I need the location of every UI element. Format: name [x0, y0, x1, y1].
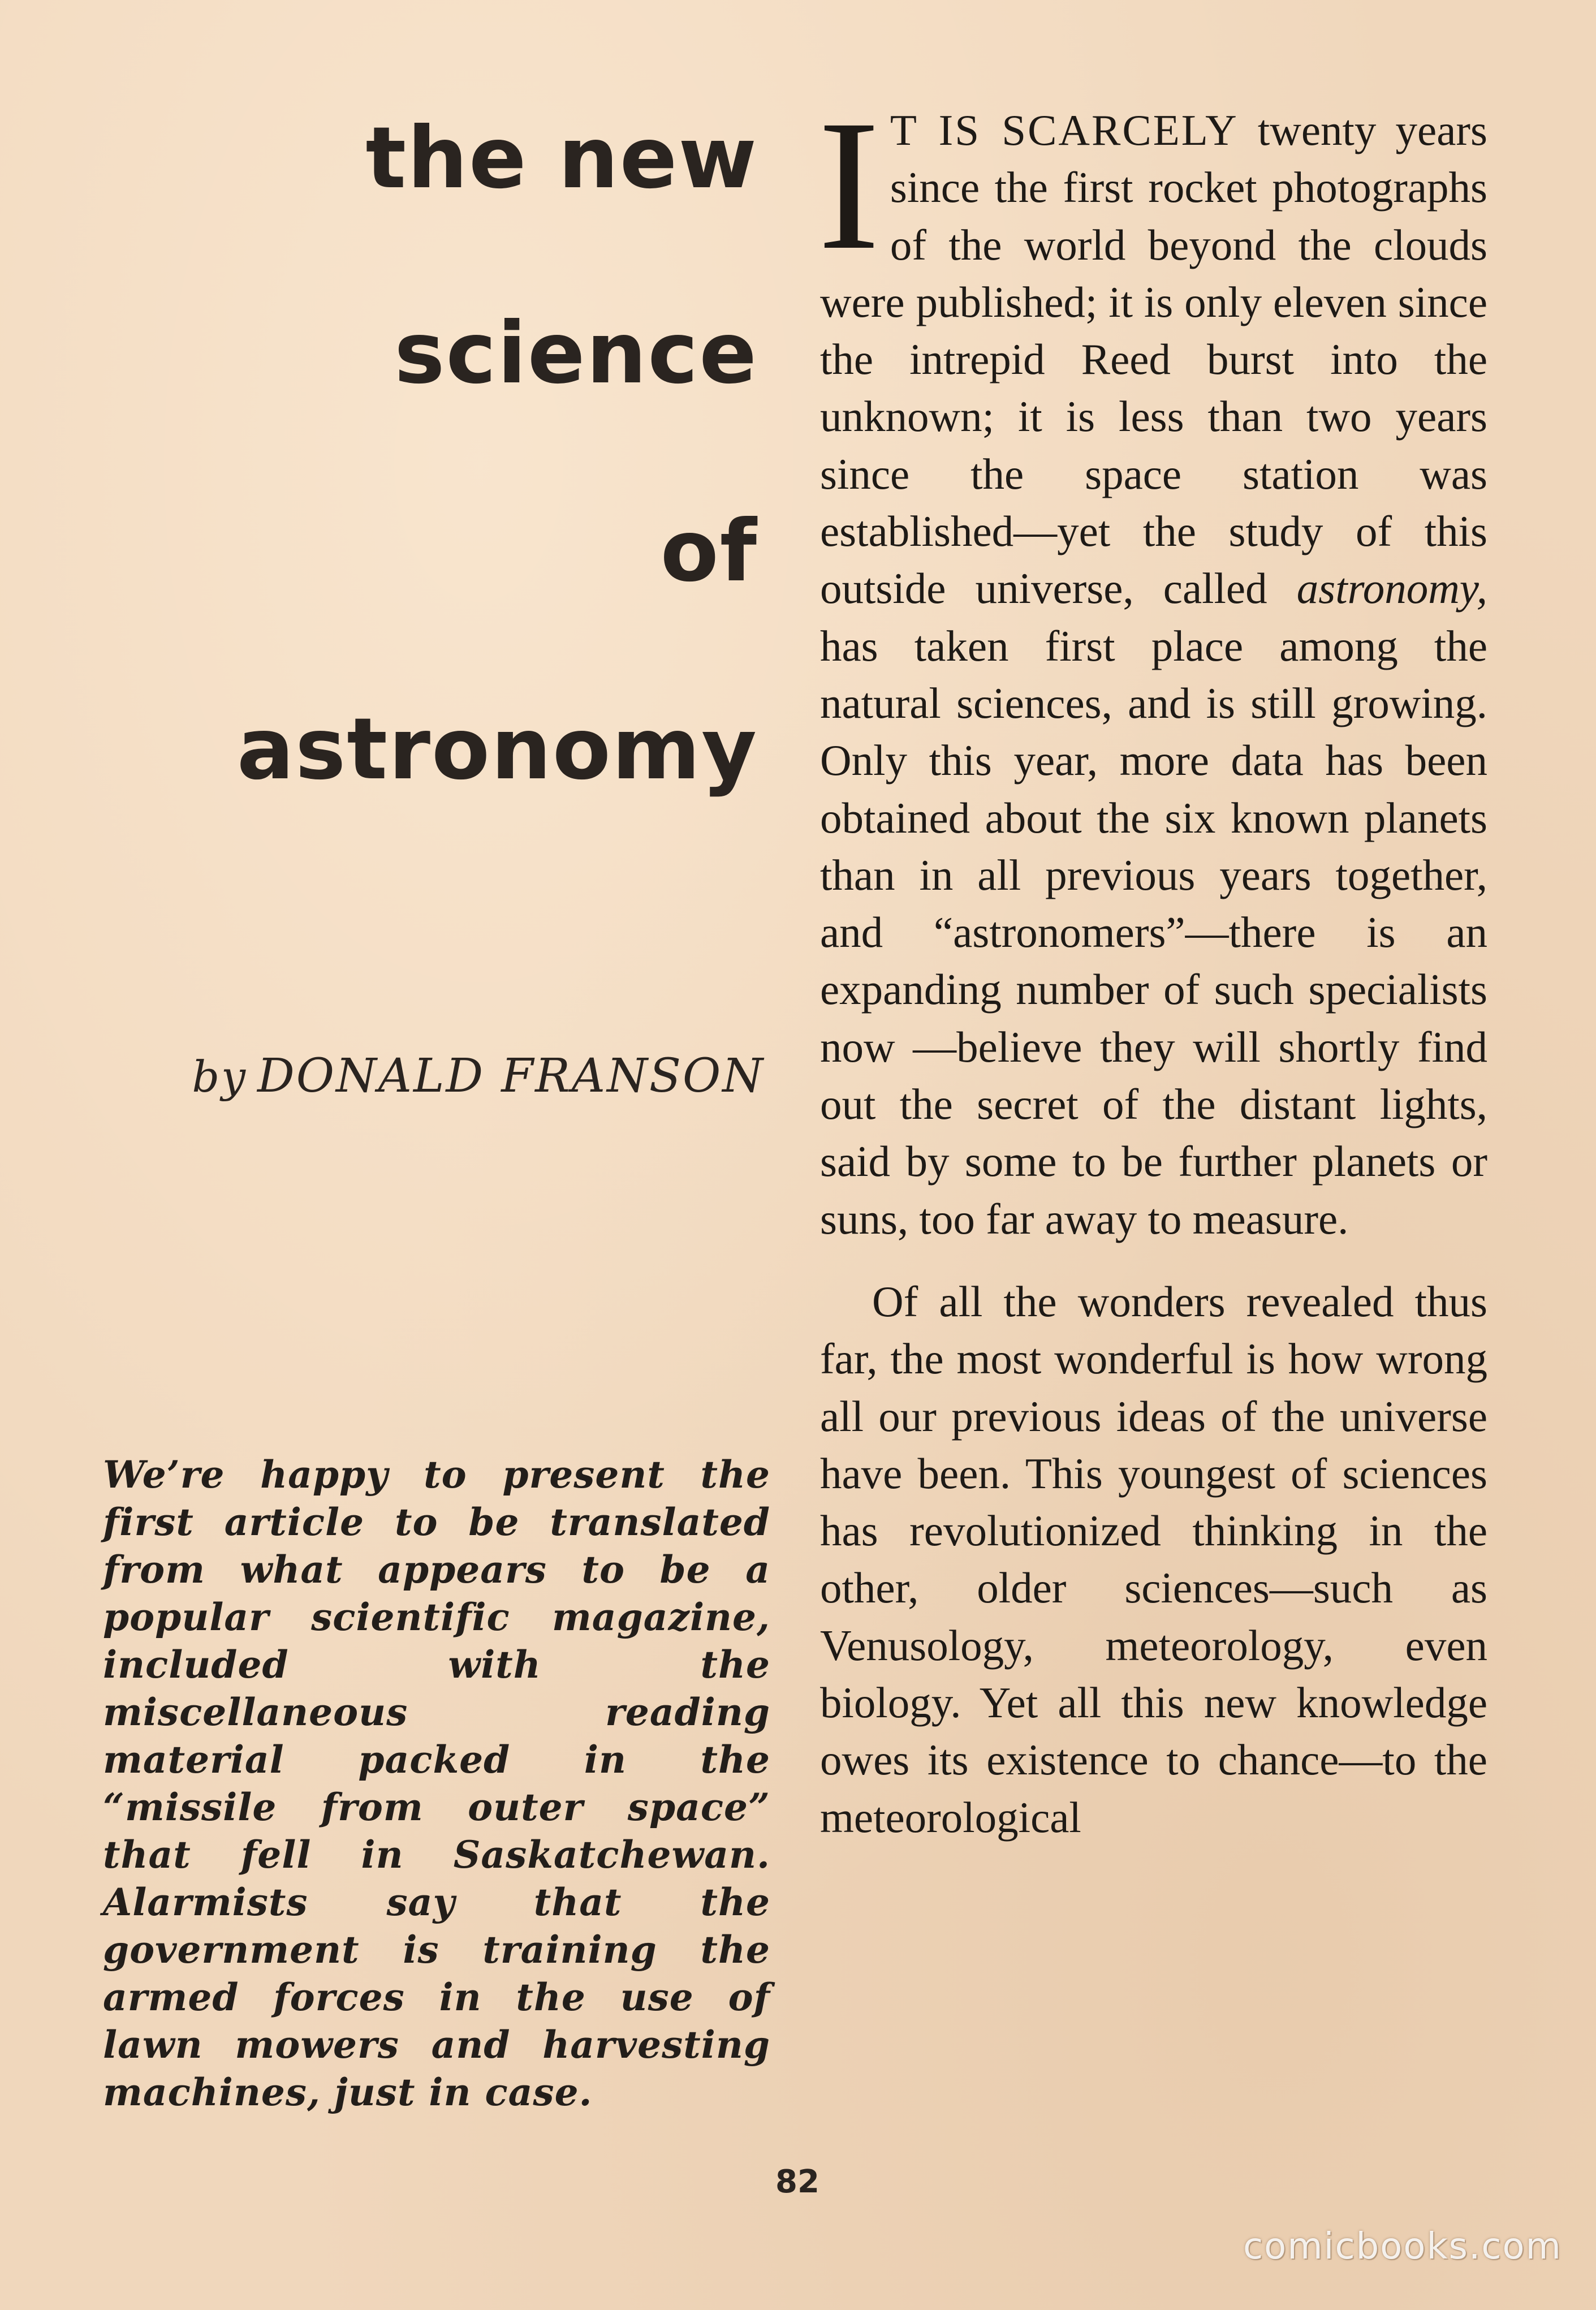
paragraph-1-text: twenty years since the first rocket photographs of the world beyond the clouds were published; it is only eleven since the intrepid Reed burst into the unknown; it is less than two years since the space station was established—yet the study of this outside universe, called [820, 106, 1487, 613]
paragraph-1-end: has taken first place among the natural sciences, and is still growing. Only this year, more data has been obtained about the six known planets than in all previous years together, and “astronomers”—there is an expanding number of such specialists now —believe they will shortly find out the secret of the distant lights, said by some to be further planets or suns, too far away to measure. [820, 621, 1487, 1243]
page-number: 82 [775, 2164, 819, 2200]
title-line-1: the new [365, 109, 758, 208]
byline-author: DONALD FRANSON [257, 1049, 765, 1103]
title-line-2: science [394, 304, 758, 403]
byline [192, 1049, 765, 1103]
lead-caps: T IS SCARCELY [890, 106, 1239, 154]
watermark: comicbooks.com [1243, 2226, 1562, 2268]
drop-cap: I [818, 82, 880, 288]
article-body [818, 82, 1487, 1846]
article-paragraph-2: Of all the wonders revealed thus far, the most wonderful is how wrong all our previous ideas of the universe have been. This youngest of sciences has revolutionized thinking in the other, older sciences—such as Venusology, meteorology, even biology. Yet all this new knowledge owes its existence to chance—to the meteorological [820, 1277, 1487, 1842]
article-paragraph-1 [818, 82, 1487, 1248]
byline-prefix: by [192, 1051, 248, 1102]
paragraph-1-italic: astronomy, [1296, 564, 1487, 613]
editor-intro-note: We’re happy to present the first article to be translated from what appears to be a popular scientific magazine, included with the miscellaneous reading material packed in the “missile from outer space” that fell in Saskatchewan. Alarmists say that the government is training the armed forces in the use of lawn mowers and harvesting machines, just in case. [103, 1453, 770, 2114]
title-line-4: astronomy [236, 700, 758, 799]
title-line-3: of [660, 502, 758, 601]
